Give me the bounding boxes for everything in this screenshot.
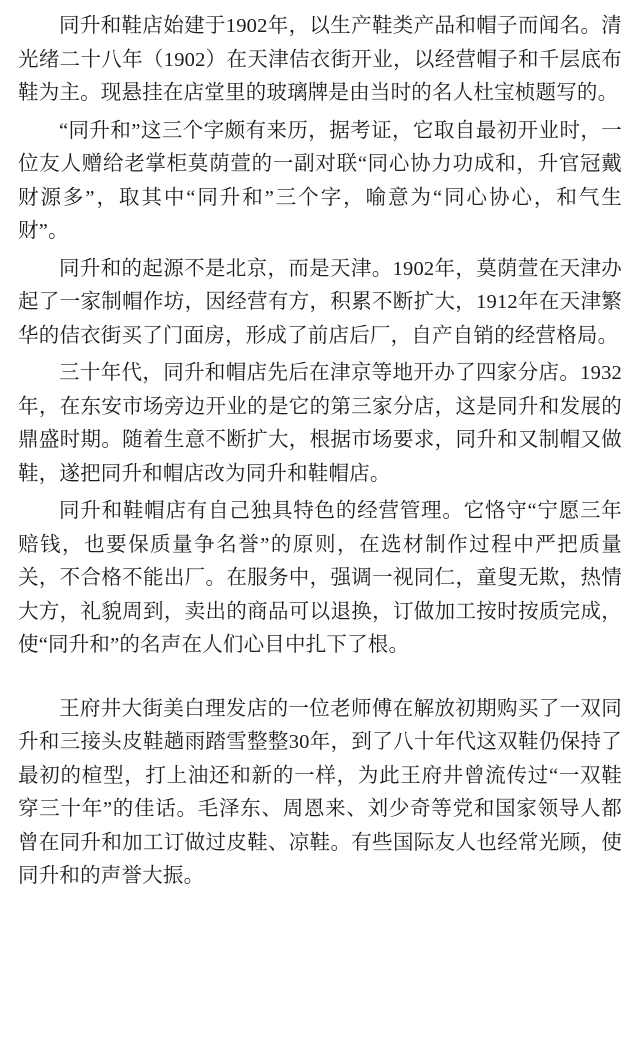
paragraph-4: 三十年代，同升和帽店先后在津京等地开办了四家分店。1932年，在东安市场旁边开业的是它的第三家分店，这是同升和发展的鼎盛时期。随着生意不断扩大，根据市场要求，同升和又制帽又做鞋，遂把同升和帽店改为同升和鞋帽店。 (18, 362, 622, 485)
article-body (18, 10, 622, 894)
paragraph-5: 同升和鞋帽店有自己独具特色的经营管理。它恪守“宁愿三年赔钱，也要保质量争名誉”的原则，在选材制作过程中严把质量关，不合格不能出厂。在服务中，强调一视同仁，童叟无欺，热情大方，礼貌周到，卖出的商品可以退换，订做加工按时按质完成，使“同升和”的名声在人们心目中扎下了根。 (18, 500, 622, 656)
paragraph-1: 同升和鞋店始建于1902年，以生产鞋类产品和帽子而闻名。清光绪二十八年（1902）在天津佶衣街开业，以经营帽子和千层底布鞋为主。现悬挂在店堂里的玻璃牌是由当时的名人杜宝桢题写的。 (18, 15, 622, 104)
paragraph-6: 王府井大街美白理发店的一位老师傅在解放初期购买了一双同升和三接头皮鞋趟雨踏雪整整30年，到了八十年代这双鞋仍保持了最初的楦型，打上油还和新的一样，为此王府井曾流传过“一双鞋穿三十年”的佳话。毛泽东、周恩来、刘少奇等党和国家领导人都曾在同升和加工订做过皮鞋、凉鞋。有些国际友人也经常光顾，使同升和的声誉大振。 (18, 697, 622, 887)
paragraph-2: “同升和”这三个字颇有来历，据考证，它取自最初开业时，一位友人赠给老掌柜莫荫萱的一副对联“同心协力功成和，升官冠戴财源多”，取其中“同升和”三个字，喻意为“同心协心，和气生财”。 (18, 119, 622, 242)
paragraph-3: 同升和的起源不是北京，而是天津。1902年，莫荫萱在天津办起了一家制帽作坊，因经营有方，积累不断扩大，1912年在天津繁华的佶衣街买了门面房，形成了前店后厂，自产自销的经营格局。 (18, 257, 622, 347)
paragraph-spacer (18, 667, 622, 693)
